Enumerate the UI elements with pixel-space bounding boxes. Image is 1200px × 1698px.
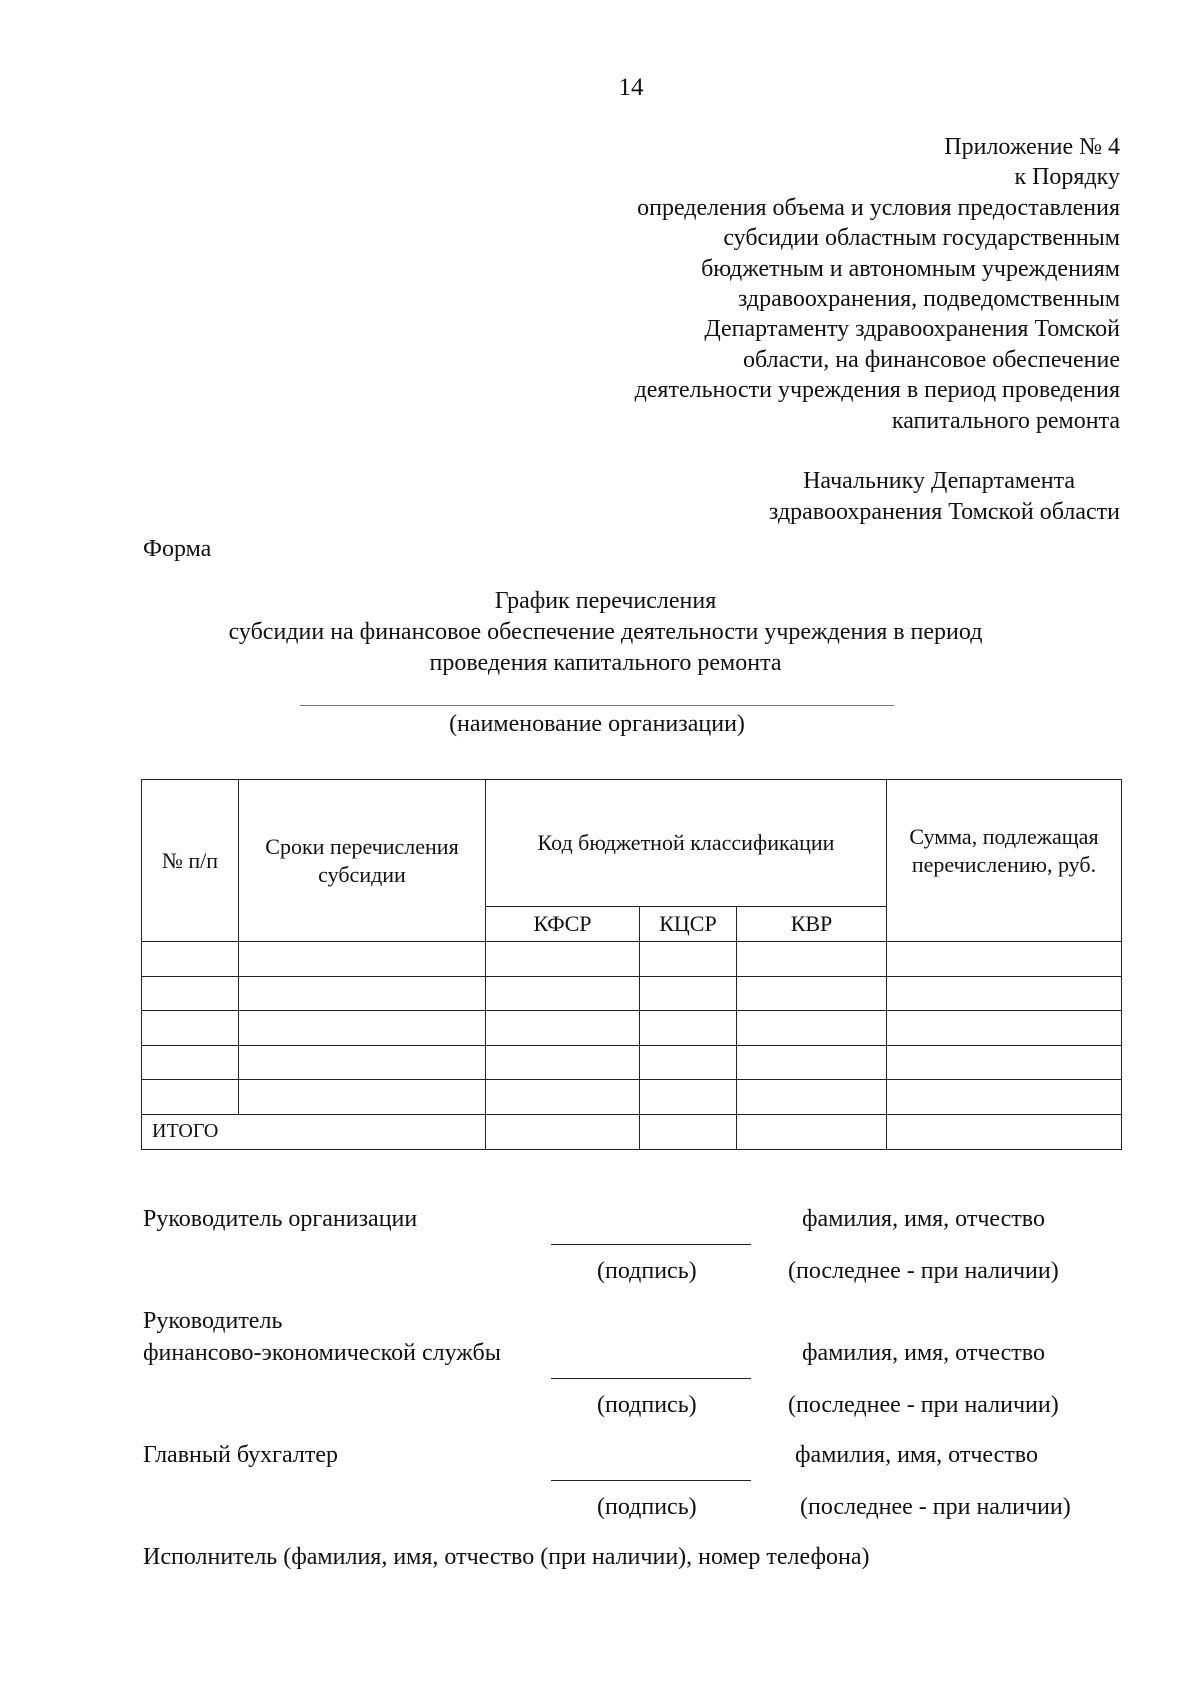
cell (640, 1114, 737, 1149)
signature-caption: (подпись) (597, 1494, 697, 1520)
header-kvr: КВР (737, 907, 887, 942)
title-line: субсидии на финансовое обеспечение деятельности учреждения в период (228, 619, 983, 645)
cell (486, 942, 640, 977)
cell (887, 1011, 1122, 1046)
fio-caption: фамилия, имя, отчество (795, 1442, 1038, 1468)
signature-line (551, 1378, 751, 1379)
schedule-table (141, 779, 1122, 1150)
appendix-line: субсидии областным государственным (723, 225, 1120, 252)
cell (737, 1011, 887, 1046)
appendix-line: капитального ремонта (891, 407, 1120, 434)
cell (737, 942, 887, 977)
table-row (142, 1045, 1122, 1080)
cell (640, 1080, 737, 1115)
cell (239, 942, 486, 977)
appendix-line: Приложение № 4 (944, 134, 1120, 160)
appendix-line: определения объема и условия предоставления (637, 194, 1120, 221)
cell (142, 1045, 239, 1080)
org-name-line (300, 705, 894, 706)
table-total-row (142, 1114, 1122, 1149)
cell (887, 1080, 1122, 1115)
cell (486, 976, 640, 1011)
table-row (142, 1080, 1122, 1115)
cell (486, 1080, 640, 1115)
org-name-caption: (наименование организации) (449, 711, 745, 737)
signature-line (551, 1480, 751, 1481)
appendix-line: области, на финансовое обеспечение (743, 346, 1120, 373)
cell (239, 1011, 486, 1046)
fio-caption: фамилия, имя, отчество (802, 1206, 1045, 1232)
fio-note: (последнее - при наличии) (788, 1392, 1059, 1418)
cell (142, 1011, 239, 1046)
header-num: № п/п (142, 780, 239, 942)
head-of-org-label: Руководитель организации (143, 1206, 418, 1232)
fin-head-label-line2: финансово-экономической службы (143, 1340, 501, 1366)
cell (142, 976, 239, 1011)
appendix-line: бюджетным и автономным учреждениям (701, 255, 1120, 282)
fio-note: (последнее - при наличии) (788, 1258, 1059, 1284)
page-number: 14 (618, 74, 644, 101)
cell (640, 1045, 737, 1080)
executor-line: Исполнитель (фамилия, имя, отчество (при наличии), номер телефона) (143, 1544, 870, 1570)
cell (486, 1045, 640, 1080)
addressee-line: Начальнику Департамента (803, 468, 1075, 494)
appendix-line: здравоохранения, подведомственным (737, 286, 1120, 313)
cell (737, 1045, 887, 1080)
cell (737, 1080, 887, 1115)
cell (142, 1080, 239, 1115)
table-row (142, 976, 1122, 1011)
cell (887, 1114, 1122, 1149)
fio-caption: фамилия, имя, отчество (802, 1340, 1045, 1366)
fio-note: (последнее - при наличии) (800, 1494, 1071, 1520)
cell (887, 976, 1122, 1011)
title-line: проведения капитального ремонта (429, 650, 782, 676)
appendix-line: деятельности учреждения в период проведения (634, 377, 1120, 404)
form-label: Форма (143, 536, 212, 562)
cell (142, 942, 239, 977)
cell (486, 1114, 640, 1149)
signature-caption: (подпись) (597, 1258, 697, 1284)
signature-line (551, 1244, 751, 1245)
header-sum: Сумма, подлежащая перечислению, руб. (887, 780, 1122, 942)
cell (640, 976, 737, 1011)
cell (486, 1011, 640, 1046)
table-row (142, 1011, 1122, 1046)
table-header-row (142, 780, 1122, 907)
cell (640, 1011, 737, 1046)
appendix-line: Департаменту здравоохранения Томской (704, 316, 1120, 343)
cell (239, 1045, 486, 1080)
cell (737, 1114, 887, 1149)
cell (640, 942, 737, 977)
appendix-header (500, 132, 1120, 436)
title-line: График перечисления (494, 588, 717, 614)
header-terms: Сроки перечисления субсидии (239, 780, 486, 942)
header-kfsr: КФСР (486, 907, 640, 942)
cell (239, 1080, 486, 1115)
chief-accountant-label: Главный бухгалтер (143, 1442, 338, 1468)
signature-caption: (подпись) (597, 1392, 697, 1418)
document-title (143, 586, 1068, 679)
addressee (769, 466, 1120, 528)
cell (887, 1045, 1122, 1080)
cell (737, 976, 887, 1011)
cell (887, 942, 1122, 977)
header-budget-code: Код бюджетной классификации (486, 780, 887, 907)
addressee-line: здравоохранения Томской области (768, 499, 1120, 525)
appendix-line: к Порядку (1014, 164, 1120, 191)
table-row (142, 942, 1122, 977)
header-kcsr: КЦСР (640, 907, 737, 942)
fin-head-label-line1: Руководитель (143, 1308, 283, 1334)
total-label: ИТОГО (142, 1114, 486, 1149)
cell (239, 976, 486, 1011)
